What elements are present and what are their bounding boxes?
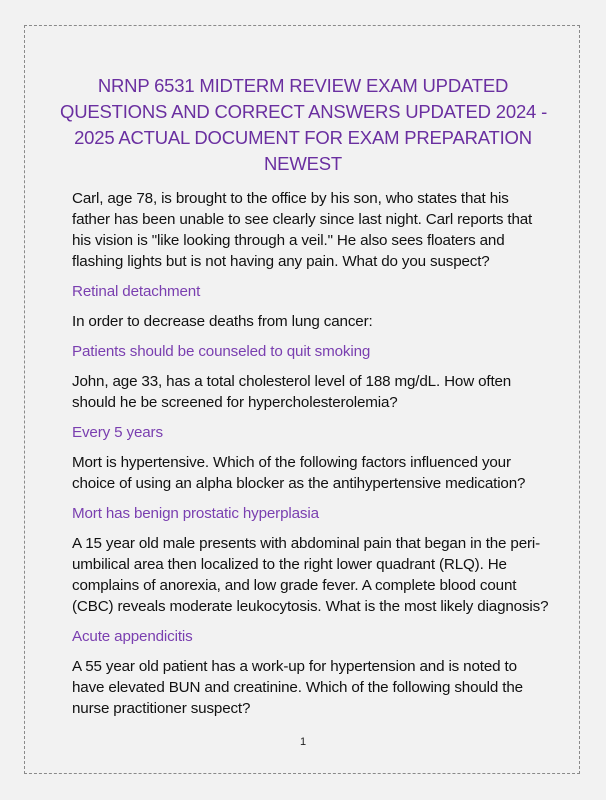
title-line: 2025 ACTUAL DOCUMENT FOR EXAM PREPARATION bbox=[74, 127, 532, 148]
title-line: NEWEST bbox=[264, 153, 342, 174]
question-line: nurse practitioner suspect? bbox=[72, 700, 251, 717]
question-line: Mort is hypertensive. Which of the following factors influenced your bbox=[72, 454, 511, 471]
question-line: umbilical area then localized to the right lower quadrant (RLQ). He bbox=[72, 556, 507, 573]
question-line: his vision is "like looking through a veil." He also sees floaters and bbox=[72, 232, 505, 249]
question-line: have elevated BUN and creatinine. Which of the following should the bbox=[72, 679, 523, 696]
answer: Mort has benign prostatic hyperplasia bbox=[72, 505, 319, 522]
answer: Every 5 years bbox=[72, 424, 163, 441]
title-line: QUESTIONS AND CORRECT ANSWERS UPDATED 2024 - bbox=[60, 101, 548, 122]
question-line: A 55 year old patient has a work-up for hypertension and is noted to bbox=[72, 658, 517, 675]
question-line: flashing lights but is not having any pain. What do you suspect? bbox=[72, 253, 490, 270]
question bbox=[72, 188, 542, 272]
question-line: A 15 year old male presents with abdominal pain that began in the peri- bbox=[72, 535, 541, 552]
question bbox=[72, 311, 542, 332]
question-line: (CBC) reveals moderate leukocytosis. What is the most likely diagnosis? bbox=[72, 598, 549, 615]
document-body bbox=[72, 188, 549, 728]
page-number: 1 bbox=[299, 736, 307, 748]
question-line: John, age 33, has a total cholesterol level of 188 mg/dL. How often bbox=[72, 373, 512, 390]
document-title bbox=[60, 73, 546, 177]
answer: Acute appendicitis bbox=[72, 628, 193, 645]
answer: Patients should be counseled to quit smoking bbox=[72, 343, 371, 360]
title-line: NRNP 6531 MIDTERM REVIEW EXAM UPDATED bbox=[97, 75, 509, 96]
question-line: In order to decrease deaths from lung cancer: bbox=[72, 313, 373, 330]
question-line: complains of anorexia, and low grade fever. A complete blood count bbox=[72, 577, 517, 594]
question-line: father has been unable to see clearly since last night. Carl reports that bbox=[72, 211, 533, 228]
question-line: should he be screened for hypercholesterolemia? bbox=[72, 394, 398, 411]
question bbox=[72, 656, 542, 719]
question-line: Carl, age 78, is brought to the office by his son, who states that his bbox=[72, 190, 509, 207]
question-line: choice of using an alpha blocker as the antihypertensive medication? bbox=[72, 475, 526, 492]
question bbox=[72, 452, 542, 494]
question bbox=[72, 371, 542, 413]
question bbox=[72, 533, 549, 617]
answer: Retinal detachment bbox=[72, 283, 201, 300]
